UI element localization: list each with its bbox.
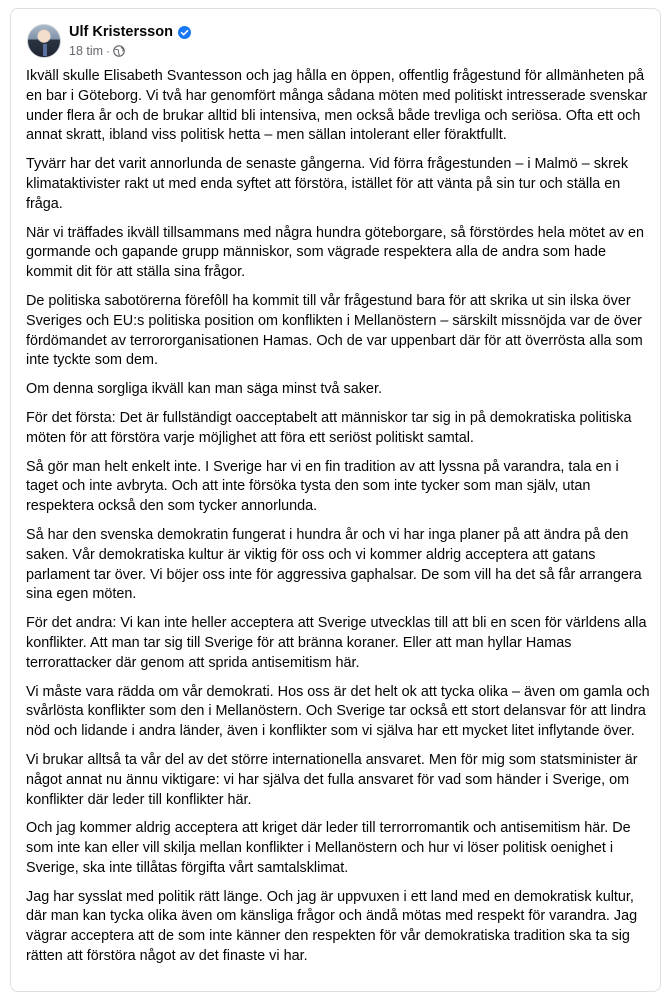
- author-avatar[interactable]: [27, 24, 61, 58]
- post-timestamp[interactable]: 18 tim: [69, 43, 104, 58]
- post-card: [10, 8, 661, 992]
- post-paragraph: Ikväll skulle Elisabeth Svantesson och jag hålla en öppen, offentlig frågestund för allmänheten på en bar i Göteborg. Vi två har genomfört många sådana möten med politiskt intresserade svenskar under flera år och de brukar alltid bli intensiva, men också både trevliga och seriösa. Ofta ett och annat skratt, ibland viss politisk hetta – men sällan intolerant eller föraktfullt.: [26, 68, 648, 144]
- author-name[interactable]: Ulf Kristersson: [69, 23, 173, 40]
- post-paragraph: För det andra: Vi kan inte heller acceptera att Sverige utvecklas till att bli en scen för världens alla konflikter. Att man tar sig till Sverige för att bränna koraner. Eller att man hyllar Hamas terrorattacker där genom att sprida antisemitism här.: [26, 615, 647, 671]
- post-paragraph: Så har den svenska demokratin fungerat i hundra år och vi har inga planer på att ändra på den saken. Vår demokratiska kultur är viktig för oss och vi kommer aldrig acceptera att gatans parlament tar över. Vi böjer oss inte för aggressiva gaphalsar. De som vill ha det så får arrangera sina egen möten.: [26, 526, 642, 603]
- separator-dot: ·: [106, 43, 111, 58]
- post-paragraph: Jag har sysslat med politik rätt länge. Och jag är uppvuxen i ett land med en demokratisk kultur, där man kan tycka olika även om känsliga frågor och ändå mötas med respekt för varandra. Jag vägrar acceptera att de som inte känner den respekten för vår demokratiska tradition ska ta sig rätten att förstöra något av det finaste vi har.: [26, 888, 638, 965]
- post-body: [26, 67, 650, 976]
- post-paragraph: För det första: Det är fullständigt oacceptabelt att människor tar sig in på demokratiska politiska möten för att förstöra varje möjlighet att föra ett seriöst politiskt samtal.: [26, 409, 632, 446]
- verified-badge-icon: [178, 26, 191, 39]
- post-paragraph: Och jag kommer aldrig acceptera att kriget där leder till terrorromantik och antisemitism här. De som inte kan eller vill skilja mellan konflikter i Mellanöstern och hur vi löser politisk oenighet i Sverige, ska inte tillåtas förgifta vårt samtalsklimat.: [26, 820, 631, 876]
- post-subline: [69, 43, 191, 60]
- post-paragraph: De politiska sabotörerna förefôll ha kommit till vår frågestund bara för att skrika ut sin ilska över Sveriges och EU:s politiska position om konflikten i Mellanöstern – särskilt missnöjda var de över fördömandet av terrororganisationen Hamas. Och de var uppenbart där för att överrösta alla som inte tyckte som dem.: [26, 292, 643, 369]
- post-paragraph: Vi brukar alltså ta vår del av det större internationella ansvaret. Men för mig som statsminister är något annat nu ännu viktigare: vi har själva det fulla ansvaret för vad som händer i Sverige, om konflikter där leder till konflikter här.: [26, 751, 638, 808]
- post-paragraph: Vi måste vara rädda om vår demokrati. Hos oss är det helt ok att tycka olika – även om gamla och svårlösta konflikter som den i Mellanöstern. Och Sverige tar också ett stort delansvar för att lindra nöd och lidande i andra länder, även i konflikter som vi själva har ett mycket litet inflytande över.: [26, 683, 650, 740]
- globe-icon[interactable]: [113, 45, 125, 57]
- post-paragraph: Så gör man helt enkelt inte. I Sverige har vi en fin tradition av att lyssna på varandra, tala en i taget och inte avbryta. Och att inte försöka tysta den som inte tycker som man själv, utan respektera också den som tycker annorlunda.: [26, 458, 619, 515]
- post-header: [27, 19, 191, 63]
- avatar-tie: [43, 44, 47, 56]
- post-meta: [69, 23, 191, 60]
- post-paragraph: Tyvärr har det varit annorlunda de senaste gångerna. Vid förra frågestunden – i Malmö – skrek klimataktivister rakt ut med enda syftet att förstöra, istället för att vänta på sin tur och ställa en fråga.: [26, 156, 629, 212]
- post-paragraph: När vi träffades ikväll tillsammans med några hundra göteborgare, så förstördes hela mötet av en gormande och gapande grupp människor, som vägrade respektera alla de andra som hade kommit dit för att ställa sina frågor.: [26, 224, 645, 281]
- author-name-row: [69, 23, 191, 42]
- post-paragraph: Om denna sorgliga ikväll kan man säga minst två saker.: [26, 381, 382, 398]
